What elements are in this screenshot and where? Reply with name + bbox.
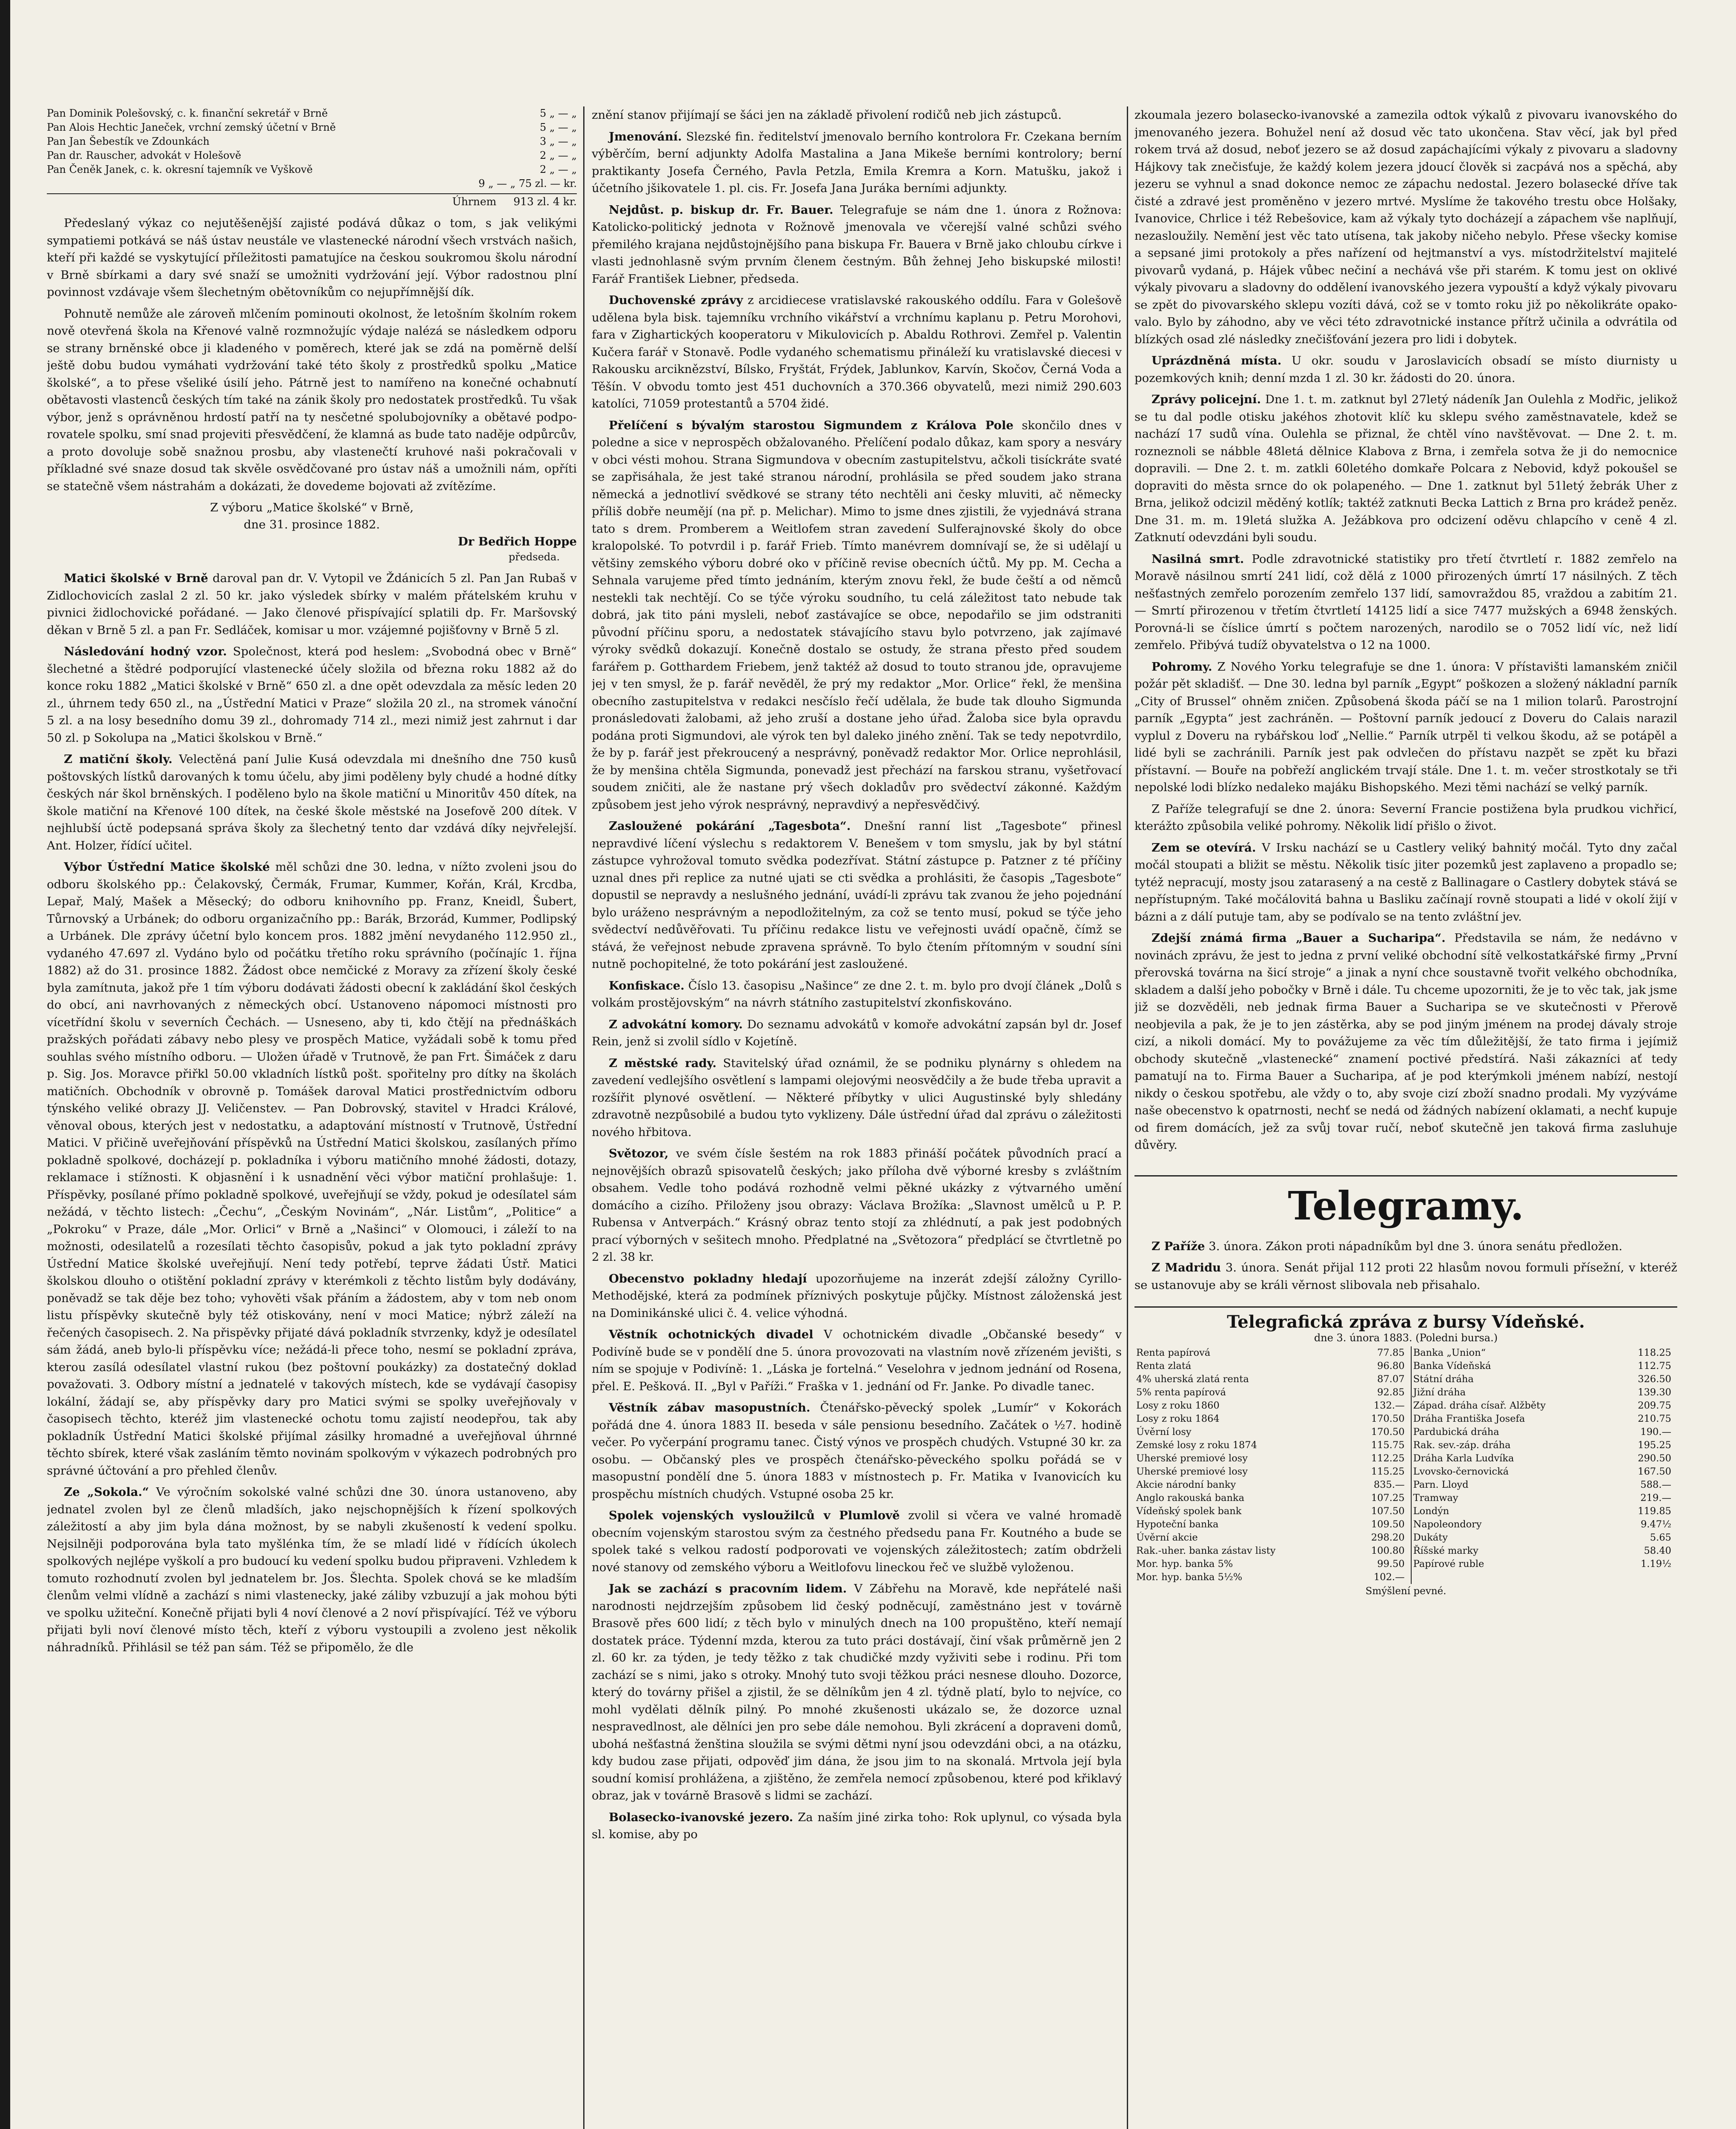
article-heading: Duchovenské zprávy	[609, 293, 743, 307]
article-heading: Přelíčení s bývalým starostou Sigmundem z Králova Pole	[609, 418, 1014, 432]
telegram	[1134, 1238, 1677, 1255]
article	[592, 1270, 1122, 1322]
bourse-row	[1134, 1531, 1677, 1544]
bourse-row	[1134, 1399, 1677, 1412]
article	[592, 1016, 1122, 1050]
bourse-label	[1411, 1571, 1616, 1584]
bourse-row	[1134, 1439, 1677, 1452]
bourse-label: Dukáty	[1411, 1531, 1616, 1544]
article-body: z arcidiecese vratislavské rakouského oddílu. Fara v Golešově udělena byla bisk. tajemníku vrchního vikářství a vrchnímu kaplanu p. Petru Morohovi, fara v Zighartických kooperatoru v Mikulovicích p. Abaldu Rothrovi. Zemřel p. Valentin Kučera farář v Stonavě. Podle vydaného schematismu přináleží ku vratislavské diecesi v Rakousku arciknězství, Bílsko, Fryštát, Frýdek, Jablunkov, Karvín, Skočov, Černá Voda a Těšín. V obvodu tomto jest 451 duchovních a 370.366 obyvatelů, mezi nimiž 290.603 katolíci, 71059 protestantů a 5704 židé.	[592, 293, 1122, 410]
bourse-label: Úvěrní akcie	[1136, 1532, 1198, 1543]
bourse-label: Jižní dráha	[1411, 1386, 1616, 1399]
article	[47, 643, 577, 746]
paragraph: zkoumala jezero bolasecko-ivanovské a zamezila odtok výkalů z pivovaru ivanovského do jmenovaného jezera. Bohužel není až dosud věc tato ukončena. Stav věcí, jak byl před rokem trvá až dosud, neboť jezero se až dosud zapáchajícími výkaly z pivovaru a sladovny Hájkovy tak znečisťuje, že každý kolem jezera jdoucí člověk si zacpává nos a spěchá, aby jezeru se vyhnul a snad dokonce nemoc ze zápachu nedostal. Jezero bolasecké dříve tak čisté a zdravé jest proměněno v jezero mrtvé. Myslíme že takového trestu obce Holšaky, Ivanovice, Chrlice i též Rebešovice, kam až výkaly tyto docházejí a zápachem vše naplňují, nezasloužily. Nemění jest věc tato utísena, tak jakoby ničeho nebylo. Přese všecky komise a sepsané jimi protokoly a přes nařízení od hejtmanství a vys. místodržitelství majitelé pivovarů vydaná, p. Hájek vůbec nečiní a nechává vše při starém. K tomu jest on oklivé výkaly pivovaru a sladovny do oddělení ivanovského jezera vypouští a když výkaly pivovaru se zpět do pivovarského sklepu vozíti dává, což se v tomto roku již po několikráte opakovalo. Bylo by záhodno, aby ve věci této zdravotnické instance přítrž učinila a odvrátila od blízkých osad zlé následky znečišťování jezera pro lidi i dobytek.	[1134, 108, 1677, 346]
bourse-label: Losy z roku 1864	[1136, 1413, 1220, 1424]
newspaper-page	[47, 106, 1677, 2129]
closing-place: Z výboru „Matice školské“ v Brně,	[210, 501, 414, 514]
bourse-row	[1134, 1346, 1677, 1360]
telegram-place: Z Madridu	[1152, 1261, 1221, 1274]
article-heading: Zasloužené pokárání „Tagesbota“.	[609, 819, 851, 833]
contribution-row: Pan dr. Rauscher, advokát v Holešově 2 „ — „	[47, 149, 577, 161]
contribution-total: Úhrnem 913 zl. 4 kr.	[47, 193, 577, 209]
bourse-value: 1.19½	[1641, 1558, 1671, 1569]
article-heading: Jak se zachází s pracovním lidem.	[609, 1582, 847, 1595]
paragraph: Předeslaný výkaz co nejutěšenější zajisté podává důkaz o tom, s jak velikými sympatiemi potkává se náš ústav neustále ve vlastenecké národní všech vrstvách našich, kteří při každé se vyskytující příležitosti pamatujíce na českou soukromou školu národní v Brně sbírkami a dary své snaží se umožniti vydržování její. Výbor radostnou plní povinnost vzdávaje všem šlechetným obětovníkům co nejupřímnější dík.	[47, 216, 577, 299]
article	[592, 201, 1122, 288]
article-body: Stavitelský úřad oznámil, že se podniku plynárny s ohledem na zavedení vedlejšího osvětlení s lampami olejovými neosvědčily a že bude třeba upravit a rozšířit plynové osvětlení. — Některé příbytky v ulici Augustinské byly shledány zdravotně nezpůsobilé a budou tyto vyklizeny. Dále ústřední úřad dal zprávu o záležitosti nového hřbitova.	[592, 1056, 1122, 1139]
bourse-label: Renta zlatá	[1136, 1360, 1192, 1372]
article-heading: Bolasecko-ivanovské jezero.	[609, 1810, 794, 1824]
telegram-body: 3. února. Senát přijal 112 proti 22 hlasům novou formuli přísežní, v kteréž se ustanovuje aby se králi věrnost slibovala neb přisahalo.	[1134, 1261, 1677, 1292]
bourse-value: 139.30	[1638, 1387, 1671, 1398]
article-heading: Zem se otevírá.	[1152, 841, 1256, 855]
bourse-label: Renta papírová	[1136, 1347, 1211, 1358]
bourse-value: 326.50	[1638, 1374, 1671, 1385]
bourse-value: 298.20	[1371, 1532, 1405, 1543]
bourse-label: Mor. hyp. banka 5½%	[1136, 1572, 1243, 1583]
article	[1134, 839, 1677, 926]
article	[592, 818, 1122, 973]
bourse-label: Státní dráha	[1411, 1373, 1616, 1386]
article	[592, 1326, 1122, 1395]
contribution-subtotal: 9 „ — „ 75 zl. — kr.	[478, 178, 577, 189]
article-heading: Spolek vojenských vysloužilců v Plumlově	[609, 1509, 900, 1522]
article-heading: Světozor,	[609, 1147, 669, 1160]
bourse-value: 835.—	[1373, 1479, 1405, 1490]
column-3	[1134, 106, 1677, 2129]
bourse-value: 190.—	[1640, 1426, 1671, 1438]
bourse-label: Západ. dráha císař. Alžběty	[1411, 1399, 1616, 1412]
bourse-label: Rak. sev.-záp. dráha	[1411, 1439, 1616, 1452]
article-heading: Konfiskace.	[609, 978, 685, 993]
bourse-label: Říšské marky	[1411, 1544, 1616, 1558]
article-heading: Ze „Sokola.“	[64, 1485, 149, 1499]
column-1	[47, 106, 577, 2129]
article	[592, 417, 1122, 814]
article-body: Představila se nám, že nedávno v novinách zprávu, že jest to jedna z první veliké obchodní sítě velkostatkářské firmy „První přerovská továrna na šicí stroje“ a jinak a nyní chce soustavně tvořit velkého obchodníka, skladem a další jeho pobočky v Brně i dále. Tu chceme upozorniti, že je to věc tak, jak jsme již se dozvěděli, neb jednak firma Bauer a Sucharipa se ve skutečnosti v Přerově neobjevila a pak, že je to jen zástěrka, aby se pod jiným jménem na prodej dávaly stroje cizí, a nikoli domácí. My to povážujeme za věc tím důležitější, že tato firma i jejímiž obchody skutečně „vlastenecké“ znamení poctivé předstírá. Naši zákazníci ať tedy pamatují na to. Firma Bauer a Sucharipa, ať je pod kterýmkoli jménem nabízí, nestojí nikdy o českou spotřebu, ale vždy o to, aby svoje cizí zboží snadno prodali. My vyzýváme naše obecenstvo k opatrnosti, nechť se nedá od žádných nabízení oklamati, a nechť kupuje od firem domácích, jež za svůj tovar ručí, neboť skutečně jen taková firma zasluhuje důvěry.	[1134, 931, 1677, 1152]
bourse-row	[1134, 1452, 1677, 1465]
article-heading: Zprávy policejní.	[1152, 393, 1261, 406]
bourse-label: Lvovsko-černovická	[1411, 1465, 1616, 1478]
bourse-value: 290.50	[1638, 1453, 1671, 1464]
article-body: skončilo dnes v poledne a sice v neprospěch obžalovaného. Přelíčení podalo důkaz, kam spory a nesváry v obci vésti mohou. Strana Sigmundova v obecním zastupitelstvu, ačkoli tisíckráte svaté se zapřisáhala, že jest také stranou národní, prohlásila se před soudem jako strana německá a jednotliví svědkové se strany této nechtěli ani česky mluviti, ač německy příliš dobře neumějí (na př. p. Melichar). Mimo to jsme dnes zjistili, že vyjednává strana tato s drem. Promberem a Weitlofem stran zavedení Sulferajnovské školy do obce kralopolské. To potvrdil i p. farář Frieb. Tímto manévrem domnívají se, že si udělají u většiny zemského výboru dobré oko v příčině revise obecních účtů. My pp. M. Cecha a Sehnala varujeme před tímto jednáním, kterým znovu řekl, že bude čeští a od němců nestekli tak nechtějí. Co se týče výroku soudního, tu celá záležitost tato nebude tak dobrá, jak tito páni mysleli, neboť zastávajíce se obce, nepodařilo se jim odstraniti původní příčinu sporu, a nedostatek stávajícího stavu bylo potvrzeno, jak zajímavé výroky svědků dokazují. Konečně dostalo se ostudy, že strana přesto před soudem farářem p. Gotthardem Friebem, jenž taktéž až dosud to touto stranou jde, opravujeme jej v ten smysl, že p. farář nevěděl, že prý my redaktor „Mor. Orlice“ řekl, že menšina obecního zastupitelstva v redakci nesčíslo řečí udělala, že bude tak dlouho Sigmunda pronásledovati žalobami, až jeho zruší a dostane jeho úřad. Žaloba sice byla opravdu podána proti Sigmundovi, ale výrok ten byl daleko jiného znění. Tak se tedy nepotvrdilo, že by p. farář jest překroucený a nesprávný, poněvadž redaktor Mor. Orlice neprohlásil, že by menšina chtěla Sigmunda, ponevadž jest přechází na farskou stranu, vyšetřovací soudem zničiti, ale že nastane prý všech dokladův pro svědectví zákonné. Každým způsobem jest jeho výrok nesprávný, nepravdivý a nepřesvědčivý.	[592, 418, 1122, 812]
article	[592, 128, 1122, 197]
bourse-value: 99.50	[1377, 1558, 1405, 1569]
bourse-label: Anglo rakouská banka	[1136, 1492, 1244, 1503]
bourse-value: 588.—	[1640, 1479, 1671, 1490]
bourse-value: 112.25	[1371, 1453, 1405, 1464]
bourse-value: 107.50	[1371, 1506, 1405, 1517]
bourse-title: Telegrafická zpráva z bursy Vídeňské.	[1134, 1306, 1677, 1332]
article-heading: Věstník zábav masopustních.	[609, 1401, 811, 1415]
article-body: měl schůzi dne 30. ledna, v nížto zvoleni jsou do odboru školského pp.: Čelakovský, Čermák, Frumar, Kummer, Kořán, Král, Krcdba, Lepař, Malý, Mašek a Měsecký; do odboru knihovního pp. Franz, Kneidl, Šubert, Tůrnovský a Urbánek; do odboru organizačního pp.: Barák, Brzorád, Kummer, Podlipský a Urbánek. Dle zprávy účetní bylo koncem pros. 1882 jmění nevydaného 112.950 zl., vydaného 47.697 zl. Vydáno bylo od počátku třetího roku správního (počínajíc 1. října 1882) až do 31. prosince 1882. Žádost obce nemčické z Moravy za zřízení školy české byla zamítnuta, jakož pře 1 tím výboru dodávati žádosti obecní k zakládání škol českých do obcí, ani navrhovaných z německých obcí. Ustanoveno nápomoci místnosti pro vícetřídní školu v severních Čechách. — Usneseno, aby ti, kdo čtějí na přednáškách pražských pořádati zábavy nebo plesy ve prospěch Matice, vyžádali sobě k tomu před souhlas svého místního odboru. — Uložen úřadě v Trutnově, že pan Frt. Šimáček z daru p. Sig. Jos. Moravce přiřkl 50.00 vkladních lístků pošt. spořitelny pro dítky na školách matičních. Obchodník v obrovně p. Tomášek daroval Matici prostřednictvím odboru týnského veliké obrazy JJ. Veličenstev. — Pan Dobrovský, stavitel v Hradci Králové, věnoval obous, kterých jest v nedostatku, a adaptování místností v Trutnově, Ústřední Matici. V přičině uveřejňování příspěvků na Ústřední Matici školskou, zasílaných přímo pokladně spolkové, docházejí p. pokladníka i výboru matičního mnohé žádosti, dotazy, reklamace i stížnosti. K objasnění i k usnadnění věci výbor matiční prohlašuje: 1. Příspěvky, posílané přímo pokladně spolkové, uveřejňují se vždy, pokud je odesílatel sám nežádá, v těchto listech: „Čechu“, „Českým Novinám“, „Nár. Listům“, „Politice“ a „Pokroku“ v Praze, dále „Mor. Orlici“ v Brně a „Našinci“ v Olomouci, i záleží to na možnosti, odesilatelů a rozesílati těchto časopisův, pokud a jak tyto pokladní zprávy Ústřední Matice školské uveřejňují. Není tedy potřebí, teprve žádati Ústř. Matici školskou dlouho o otištění pokladní zprávy v kterémkoli z těchto listům byly dodávány, poněvadž se tak děje bez toho; vyhověti však přáním a žádostem, aby v tom neb onom listu příspěvky skutečně byly též otiskovány, není v moci Matice; nýbrž záleží na řečených časopisech. 2. Na přispěvky přijaté dává pokladník stvrzenky, když je odesílatel sám žádá, aneb bylo-li příspěvku více; nežádá-li přece toho, nesmí se pokladní zpráva, kterou zasílá odesílatel vlastní rukou (bez poštovní poukázky) za dostatečný doklad považovati. 3. Odbory místní a jednatelé v takových místech, kde se vydávají časopisy lokální, žádají se, aby příspěvky dary pro Matici svými se spolky uveřejňovaly v časopisech těchto, kteréž jim vlastenecké ochotu tomu zajistí neodepřou, tak aby pokladník Ústřední Matici školské přijímal zásilky hromadné a uveřejňoval úhrnné těchto sbírek, které však zasláním těmto novinám spolkovým v výkazech podrobných pro správné účtování a pro přehled členův.	[47, 860, 577, 1478]
article-heading: Jmenování.	[609, 129, 682, 143]
article-heading: Z advokátní komory.	[609, 1017, 743, 1031]
bourse-label: Dráha Karla Ludvíka	[1411, 1452, 1616, 1465]
bourse-label: 5% renta papírová	[1136, 1387, 1226, 1398]
bourse-row	[1134, 1373, 1677, 1386]
article	[592, 1507, 1122, 1576]
article-body: V Zábřehu na Moravě, kde nepřátelé naši narodnosti nejdrzejším způsobem lid český podněcují, zaměstnáno jest v továrně Brasově přes 600 lidí; z těch bylo v minulých dnech na 100 propuštěno, kteří nemají dostatek práce. Týdenní mzda, kterou za tuto práci dostávají, činí však průměrně jen 2 zl. 60 kr. za týden, je tedy těžko z tak chudičké mzdy vyživiti sebe i rodinu. Při tom zachází se s nimi, jako s otroky. Mnohý tuto svoji těžkou práci nesnese dlouho. Dozorce, který do továrny přišel a zjistil, že se dělníkům jen 4 zl. týdně platí, bylo to nejvíce, co mohl vydělati dělník pilný. Po mnohé zkušenosti ukázalo se, že dozorce uznal nespravedlnost, ale dělníci jen pro sebe dále nemohou. Byli zkrácení a dopraveni domů, ubohá nešťastná ženština sloužila se svými dětmi nyní jsou odevzdáni obci, a na otázku, kdy budou zase přijati, odpověď jim dána, že jsou jim to na skonalá. Mrtvola její byla soudní komisí prohlážena, a zjištěno, že zemřela nemocí způsobenou, které pod křiklavý obraz, jak v továrně Brasově s lidmi se zachází.	[592, 1582, 1122, 1802]
page-edge-shadow	[0, 0, 10, 2129]
article-body: Společnost, která pod heslem: „Svobodná obec v Brně“ šlechetné a štědré podporující vlastenecké účely složila od března roku 1882 až do konce roku 1882 „Matici školské v Brně“ 650 zl. a dne opět odevzdala za měsíc leden 20 zl., úhrnem tedy 650 zl., na „Ústřední Matici v Praze“ složila 20 zl., na stromek vánoční 5 zl. a na losy besedního domu 39 zl., dohromady 714 zl., mezi nimiž jest zahrnut i dar 50 zl. p Sokolupa na „Matici školskou v Brně.“	[47, 645, 577, 745]
article	[592, 1145, 1122, 1266]
article	[592, 1055, 1122, 1141]
bourse-row	[1134, 1386, 1677, 1399]
column-2	[592, 106, 1122, 2129]
bourse-value: 170.50	[1371, 1413, 1405, 1424]
bourse-label: Hypoteční banka	[1136, 1519, 1219, 1530]
bourse-row	[1134, 1558, 1677, 1571]
column-divider	[583, 106, 584, 2129]
article-heading: Uprázdněná místa.	[1152, 354, 1282, 367]
bourse-value: 87.07	[1377, 1374, 1405, 1385]
article-heading: Obecenstvo pokladny hledají	[609, 1271, 807, 1285]
signature-role: předseda.	[508, 551, 560, 563]
bourse-row	[1134, 1505, 1677, 1518]
article-body: Z Nového Yorku telegrafuje se dne 1. února: V přístavišti lamanském zničil požár pět skladišť. — Dne 30. ledna byl parník „Egypt“ poškozen a složený nákladní parník „City of Brussel“ ohněm zničen. Způsobená škoda páčí se na 1 milion tolarů. Parostrojní parník „Egypta“ jest zachráněn. — Poštovní parník jedoucí z Doveru do Calais narazil vyplul z Doveru na rybářskou loď „Nellie.“ Parník utrpěl ti velkou škodu, až se potápěl a lidé byli se zachránili. Parník jest pak odvlečen do přístavu nazpět se zpět ku břazi přístavní. — Bouře na pobřeží anglickém trvají stále. Dne 1. t. m. večer strostkotaly se tři nepolské lodi blízko nedaleko majáku Bishopského. Mezi těmi nachází se velký parník.	[1134, 660, 1677, 794]
article-body: Čtenářsko-pěvecký spolek „Lumír“ v Kokorách pořádá dne 4. února 1883 II. beseda v sále pensionu besedního. Začátek o ½7. hodině večer. Po vyčerpání programu tanec. Čistý výnos ve prospěch chudých. Vstupné 30 kr. za osobu. — Občanský ples ve prospěch čtenářsko-pěveckého spolku pořádá se v masopustní pondělí dne 5. února 1883 v místnostech p. Fr. Matika v Ivanovicích ku prospěchu místních chudých. Vstupné osoba 25 kr.	[592, 1401, 1122, 1501]
article	[47, 858, 577, 1479]
bourse-label: Banka Vídeňská	[1411, 1360, 1616, 1373]
article-heading: Matici školské v Brně	[64, 571, 208, 585]
bourse-value: 118.25	[1638, 1347, 1671, 1358]
bourse-value: 210.75	[1638, 1413, 1671, 1424]
bourse-value: 109.50	[1371, 1519, 1405, 1530]
bourse-label: Napoleondory	[1411, 1518, 1616, 1531]
article-heading: Pohromy.	[1152, 660, 1212, 674]
bourse-row	[1134, 1492, 1677, 1505]
bourse-label: Zemské losy z roku 1874	[1136, 1440, 1257, 1451]
bourse-value: 96.80	[1377, 1360, 1405, 1372]
article-body: Ve výročním sokolské valné schůzi dne 30. února ustanoveno, aby jednatel zvolen byl ze členů mladších, jako nejschopnějších k řízení spolkových záležitostí a aby jim byla dána možnost, by se nabyli zkušeností k vedení spolku. Nejsilněji podporována byla tato myšlénka tím, že se mladí lidé v řídících úkolech spolkových nejlépe vyškolí a pro budoucí ku vedení spolku budou připraveni. Vzhledem k tomuto rozhodnutí zvolen byl jednatelem br. Jos. Šlechta. Spolek chová se ke mladším členům velmi vlídně a zachází s nimi vlastenecky, jaké záliby vzbuzují a jak mohou býti ve spolku užiteční. Konečně přijati byli 4 noví členové a 2 noví přispívající. Též ve výboru přijati byli noví členové místo těch, kteří z výboru vystoupili a zvoleno jest několik náhradníků. Přihlásil se též pan sám. Též se připomělo, že dle	[47, 1485, 577, 1654]
bourse-label: Akcie národní banky	[1136, 1479, 1236, 1490]
telegrams-heading: Telegramy.	[1134, 1175, 1677, 1229]
bourse-row	[1134, 1360, 1677, 1373]
article-heading: Nasilná smrt.	[1152, 552, 1244, 566]
bourse-row	[1134, 1571, 1677, 1584]
article	[592, 1809, 1122, 1843]
bourse-value: 100.80	[1371, 1545, 1405, 1556]
bourse-value: 92.85	[1377, 1387, 1405, 1398]
article-heading: Z matiční školy.	[64, 752, 173, 766]
article	[592, 977, 1122, 1012]
bourse-row	[1134, 1518, 1677, 1531]
article-body: Za naším jiné zirka toho: Rok uplynul, co výsada byla sl. komise, aby po	[592, 1810, 1122, 1841]
article-heading: Nejdůst. p. biskup dr. Fr. Bauer.	[609, 203, 834, 217]
bourse-label: Papírové ruble	[1411, 1558, 1616, 1571]
bourse-value: 5.65	[1650, 1532, 1671, 1543]
article-heading: Výbor Ústřední Matice školské	[64, 860, 270, 874]
paragraph: Z Paříže telegrafují se dne 2. února: Severní Francie postižena byla prudkou vichřicí, kterážto způsobila veliké pohromy. Několik lidí přišlo o život.	[1134, 802, 1677, 833]
bourse-value: 119.85	[1638, 1506, 1671, 1517]
article-body: ve svém čísle šestém na rok 1883 přináší počátek původních prací a nejnovějších obrazů spisovatelů českých; jako příloha dvě výborné kresby s zvláštním obsahem. Vedle toho podává rozhodně velmi pěkné ukázky z výtvarného umění domácího a cizího. Přiloženy jsou obrazy: Václava Brožíka: „Slavnost umělců u P. P. Rubensa v Antverpách.“ Krásný obraz tento stojí za zhlédnutí, a pak jest podobných prací výborných v sešitech mnoho. Předplatné na „Světozora“ předplácí se čtvrtletně po 2 zl. 38 kr.	[592, 1147, 1122, 1264]
bourse-label: Uherské premiové losy	[1136, 1466, 1248, 1477]
signature: Dr Bedřich Hoppe	[458, 535, 577, 548]
article-heading: Z městské rady.	[609, 1056, 717, 1070]
bourse-value: 170.50	[1371, 1426, 1405, 1438]
article-body: U okr. soudu v Jaroslavicích obsadí se místo diurnisty u pozemkových knih; denní mzda 1 zl. 30 kr. žádosti do 20. února.	[1134, 354, 1677, 385]
bourse-label: Pardubická dráha	[1411, 1426, 1616, 1439]
article	[592, 1580, 1122, 1805]
bourse-label: Mor. hyp. banka 5%	[1136, 1558, 1233, 1569]
article-body: V Irsku nachází se u Castlery veliký bahnitý močál. Tyto dny začal močál stoupati a bližit se městu. Několik tisíc jiter pozemků jest zaplaveno a propadlo se; tytéž nepracují, mosty jsou zatarasený a na cestě z Ballinagare o Castlery dobytek stává se nepřístupným. Také močálovitá bahna u Basliku začínají rovně stoupati a lidé v okolí žijí v bázni a z dálí putuje tam, aby se podívalo se na tento zvláštní jev.	[1134, 841, 1677, 924]
bourse-label: Parn. Lloyd	[1411, 1478, 1616, 1492]
article	[47, 1483, 577, 1656]
bourse-row	[1134, 1544, 1677, 1558]
article-body: Číslo 13. časopisu „Našince“ ze dne 2. t. m. bylo pro dvojí článek „Dolů s volkám prostějovským“ na návrh státního zastupitelství zkonfiskováno.	[592, 978, 1122, 1010]
contribution-row: Pan Dominik Polešovský, c. k. finanční sekretář v Brně 5 „ — „	[47, 107, 577, 119]
bourse-value: 209.75	[1638, 1400, 1671, 1411]
bourse-subtitle: dne 3. února 1883. (Poledni bursa.)	[1314, 1332, 1498, 1344]
article-body: zvolil si včera ve valné hromadě obecním vojenským starostou svým za čestného předsedu pana Fr. Koutného a bude se spolek také s velkou radostí podporovati ve vojenských záležitostech; zatím obdrželi nové stanovy od zemského výboru a Weitlofovu lineckou řeč ve službě vyloženou.	[592, 1509, 1122, 1574]
article-body: V ochotnickém divadle „Občanské besedy“ v Podivíně bude se v pondělí dne 5. února provozovati na vlastním nově zřízeném jevišti, s ním se spojuje v Podivíně: 1. „Láska je fortelná.“ Veselohra v jednom jednání od Rosena, přel. E. Pešková. II. „Byl v Paříži.“ Fraška v 1. jednání od Fr. Janke. Po divadle tanec.	[592, 1328, 1122, 1393]
bourse-value: 115.75	[1371, 1440, 1405, 1451]
bourse-label: 4% uherská zlatá renta	[1136, 1374, 1249, 1385]
article-heading: Zdejší známá firma „Bauer a Sucharipa“.	[1152, 931, 1446, 945]
bourse-value: 102.—	[1373, 1572, 1405, 1583]
bourse-value: 195.25	[1638, 1440, 1671, 1451]
article-body: Do seznamu advokátů v komoře advokátní zapsán byl dr. Josef Rein, jenž si zvolil sídlo v Kojetíně.	[592, 1017, 1122, 1048]
article	[47, 570, 577, 639]
article-body: Velectěná paní Julie Kusá odevzdala mi dnešního dne 750 kusů poštovských lístků darovaných k tomu účelu, aby jimi poděleny byly chudé a hodné dítky českých nár škol brněnských. I poděleno bylo na škole matiční u Minoritův 450 dítek, na škole matiční na Křenové 100 dítek, na české škole městské na Josefově 200 dítek. V nejhlubší úctě podepsaná správa školy za šlechetný tento dar vzdává díky nejvřelejší. Ant. Holzer, řídící učitel.	[47, 752, 577, 852]
article-body: Dnešní ranní list „Tagesbote“ přinesl nepravdivé líčení výslechu s redaktorem V. Benešem v tom smyslu, jak by byl státní zástupce vyhrožoval tomuto svědka podezřívat. Státní zástupce p. Patzner z té příčiny uznal dnes při replice za nutné ujati se cti svědka a prohlásiti, že časopis „Tagesbote“ dopustil se nepravdy a neslušného jednání, uvádí-li zprávu tak zvanou že jeho pojednání bylo uráženo nesprávným a nepodložitelným, za což se tento musí, pokud se týče jeho svědectví nedůvěřovati. Tu příčinu redakce listu ve veřejnosti uvádí opačně, čímž se stává, že veřejnost nebude zpravena správně. To bylo čtením přítomným v soudní síni nutně pochopitelné, že toto pokárání jest zasloužené.	[592, 819, 1122, 971]
contribution-list	[47, 106, 577, 191]
bourse-label: Rak.-uher. banka zástav listy	[1136, 1545, 1276, 1556]
article-body: upozorňujeme na inzerát zdejší záložny Cyrillo-Methodějské, která za podmínek příznivých poskytuje půjčky. Místnost záloženská jest na Dominikánské ulici č. 4. velice výhodná.	[592, 1271, 1122, 1320]
closing-date: dne 31. prosince 1882.	[243, 518, 380, 531]
bourse-value: 9.47½	[1641, 1519, 1671, 1530]
bourse-value: 77.85	[1377, 1347, 1405, 1358]
article	[1134, 551, 1677, 654]
article	[592, 1399, 1122, 1503]
bourse-label: Vídeňský spolek bank	[1136, 1506, 1242, 1517]
article	[1134, 352, 1677, 387]
article	[1134, 930, 1677, 1154]
paragraph: Pohnutě nemůže ale zároveň mlčením pominouti okolnost, že letošním školním rokem nově otevřená škola na Křenové valně rozmnožujíc výdaje nalézá se následkem odporu se strany brněnské obce ji kladeného v poměrech, které jak se zdá na poměrně delší ještě dobu budou vymáhati vydržování také této školy z prostředků spolku „Matice školské“, a to přese všeliké úsilí jeho. Pátrně jest to namířeno na konečné ochabnutí obětavosti vlastenců českých tím také na zánik školy pro nedostatek prostředků. Tu však výbor, jenž s oprávněnou hrdostí patří na ty nesčetné spolubojovníky a obětavé podporovatele spolku, smí snad projeviti přesvědčení, že klamná as bude tato naděje odpůrcův, a proto dovoluje sobě snažnou prosbu, aby vlastenečtí kruhové naši pokračovali v příkladné své snaze dosud tak skvěle osvědčované pro ústav náš a umožnili nám, opříti se statečně všem nástrahám a dokázati, že dovedeme bojovati až zvítězíme.	[47, 307, 577, 493]
bourse-value: 112.75	[1638, 1360, 1671, 1372]
bourse-label: Banka „Union“	[1411, 1346, 1616, 1360]
bourse-row	[1134, 1412, 1677, 1426]
bourse-label: Uherské premiové losy	[1136, 1453, 1248, 1464]
bourse-value	[1616, 1571, 1677, 1584]
article-body: Dne 1. t. m. zatknut byl 27letý nádeník Jan Oulehla z Modřic, jelikož se tu dal podle otisku jakéhos zhotovit klíč ku sklepu svého zaměstnavatele, kdež se nachází 17 sudů vína. Oulehla se přiznal, že chtěl víno navštěvovat. — Dne 2. t. m. rozneznoli se nábble 48letá dělnice Klabova z Brna, i zemřela sotva že ji do nemocnice dopravili. — Dne 2. t. m. zatkli 60letého domkaře Polcara z Nebovid, když pokoušel se dopraviti do města srnce do ok polapeného. — Dne 1. zatknut byl 51letý žebrák Uher z Brna, jelikož odcizil měděný kotlík; taktéž zatknuti Becka Lattich z Brna pro krádež peněz. Dne 31. m. m. 19letá služka A. Ježábkova pro odcizení oděvu chlapcího v ceně 4 zl. Zatknutí odevzdáni byli soudu.	[1134, 393, 1677, 544]
article-heading: Následování hodný vzor.	[64, 645, 227, 658]
article-body: Telegrafuje se nám dne 1. února z Rožnova: Katolicko-politický jednota v Rožnově jmenovala ve včerejší valné schůzi svého přemilého krajana nejdůstojnějšího pana biskupa Fr. Bauera v Brně jako chloubu církve i vlasti jednohlasně svým prvním členem čestným. Bůh žehnej Jeho biskupské milosti! Farář František Liebner, předseda.	[592, 203, 1122, 286]
contribution-row: Pan Alois Hechtic Janeček, vrchní zemský účetní v Brně 5 „ — „	[47, 121, 577, 133]
telegram-place: Z Paříže	[1152, 1239, 1205, 1253]
bourse-value: 219.—	[1640, 1492, 1671, 1503]
article	[1134, 391, 1677, 546]
bourse-label: Losy z roku 1860	[1136, 1400, 1220, 1411]
bourse-table	[1134, 1346, 1677, 1584]
bourse-label: Londýn	[1411, 1505, 1616, 1518]
article	[47, 751, 577, 854]
bourse-label: Úvěrní losy	[1136, 1426, 1192, 1438]
bourse-value: 107.25	[1371, 1492, 1405, 1503]
article-body: Podle zdravotnické statistiky pro třetí čtvrtletí r. 1882 zemřelo na Moravě násilnou smrtí 241 lidí, což dělá z 1000 přirozených úmrtí 17 násilných. Z těch nešťastných zemřelo porozením zemřelo 137 lidí, samovraždou 85, vraždou a zabitím 21. — Smrtí přirozenou v třetím čtvrtletí 14125 lidí a sice 7477 mužských a 6948 ženských. Porovná-li se číslice úmrtí s počtem narozených, narodilo se o 7052 lidí víc, než lidí zemřelo. Přibývá tudíž obyvatelstva o 12 na 1000.	[1134, 552, 1677, 652]
contribution-row: Pan Čeněk Janek, c. k. okresní tajemník ve Vyškově 2 „ — „	[47, 164, 577, 175]
paragraph: znění stanov přijímají se šáci jen na základě přivolení rodičů neb jich zástupců.	[592, 108, 1062, 122]
article-body: daroval pan dr. V. Vytopil ve Ždánicích 5 zl. Pan Jan Rubaš v Zidlochovicích zaslal 2 zl. 50 kr. jako výsledek sbírky v malém přátelském kruhu v pivnici židlochovické pořádané. — Jako členové přispívající splatili dp. Fr. Maršovský děkan v Brně 5 zl. a pan Fr. Sedláček, komisar u mor. vzájemné pojišťovny v Brně 5 zl.	[47, 571, 577, 637]
bourse-label: Tramway	[1411, 1492, 1616, 1505]
bourse-row	[1134, 1426, 1677, 1439]
article-body: Slezské fin. ředitelství jmenovalo berního kontrolora Fr. Czekana berním výběrčím, berní adjunkty Adolfa Mastalina a Jana Mikeše berními kontrolory; berní praktikanty Josefa Černého, Pavla Petzla, Emila Kremra a Korn. Matušku, jakož i účetního jšikovatele 1. pl. cis. Fr. Josefa Jana Juráka berními adjunkty.	[592, 129, 1122, 195]
bourse-value: 58.40	[1644, 1545, 1671, 1556]
bourse-value: 167.50	[1638, 1466, 1671, 1477]
telegram-body: 3. února. Zákon proti nápadníkům byl dne 3. února senátu předložen.	[1205, 1239, 1623, 1253]
contribution-row: Pan Jan Šebestík ve Zdounkách 3 „ — „	[47, 135, 577, 147]
article-heading: Věstník ochotnických divadel	[609, 1328, 814, 1341]
telegram	[1134, 1259, 1677, 1294]
article	[592, 292, 1122, 413]
bourse-label: Dráha Františka Josefa	[1411, 1412, 1616, 1426]
article	[1134, 658, 1677, 796]
bourse-value: 132.—	[1373, 1400, 1405, 1411]
bourse-value: 115.25	[1371, 1466, 1405, 1477]
bourse-row	[1134, 1465, 1677, 1478]
bourse-mood: Smýšlení pevné.	[1365, 1586, 1447, 1597]
bourse-row	[1134, 1478, 1677, 1492]
column-divider	[1127, 106, 1128, 2129]
